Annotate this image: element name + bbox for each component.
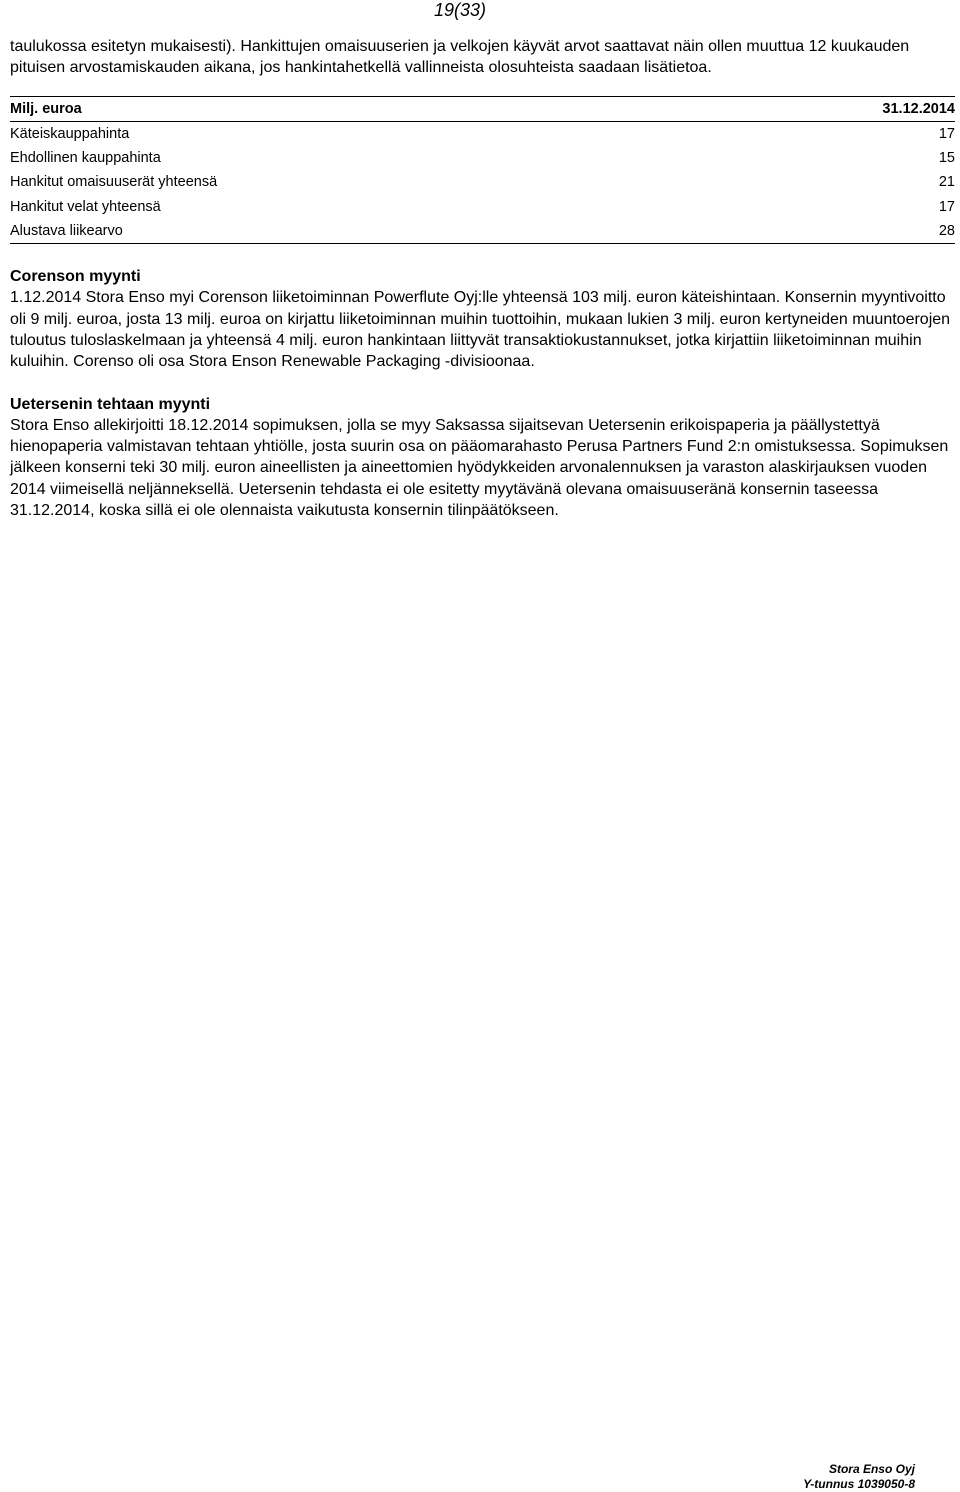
document-body (10, 36, 955, 521)
footer (803, 1462, 915, 1492)
row-value: 28 (938, 222, 955, 239)
table-row (10, 219, 955, 243)
row-label: Käteiskauppahinta (10, 126, 130, 143)
row-value: 21 (938, 174, 955, 191)
row-value: 17 (938, 126, 955, 143)
section-title: Uetersenin tehtaan myynti (10, 395, 211, 413)
table-row (10, 122, 955, 146)
section-body: Stora Enso allekirjoitti 18.12.2014 sopimuksen, jolla se myy Saksassa sijaitsevan Uetersenin erikoispaperia ja päällystettyä hienopaperia valmistavan tehtaan yhtiölle, josta suurin osa on pääomarahasto Perusa Partners Fund 2:n omistuksessa. Sopimuksen jälkeen konserni teki 30 milj. euron aineellisten ja aineettomien hyödykkeiden arvonalennuksen ja varaston alaskirjauksen vuoden 2014 viimeisellä neljänneksellä. Uetersenin tehdasta ei ole esitetty myytävänä olevana omaisuuseränä konsernin taseessa 31.12.2014, koska sillä ei ole olennaista vaikutusta konsernin tilinpäätökseen. (10, 416, 949, 519)
row-label: Ehdollinen kauppahinta (10, 150, 161, 167)
table-row (10, 195, 955, 219)
table-header-date: 31.12.2014 (882, 100, 955, 117)
intro-paragraph: taulukossa esitetyn mukaisesti). Hankittujen omaisuuserien ja velkojen käyvät arvot saattavat näin ollen muuttua 12 kuukauden pituisen arvostamiskauden aikana, jos hankintahetkellä vallinneista olosuhteista saadaan lisätietoa. (10, 38, 910, 77)
section-body: 1.12.2014 Stora Enso myi Corenson liiketoiminnan Powerflute Oyj:lle yhteensä 103 milj. euron käteishintaan. Konsernin myyntivoitto oli 9 milj. euroa, josta 13 milj. euroa on kirjattu liiketoiminnan muihin tuottoihin, mukaan lukien 3 milj. euron kertyneiden muuntoerojen tuloutus tuloslaskelmaan ja yhteensä 4 milj. euron hankintaan liittyvät transaktiokustannukset, jotka kirjattiin liiketoiminnan muihin kuluihin. Corenso oli osa Stora Enson Renewable Packaging -divisioonaa. (10, 289, 951, 371)
row-label: Alustava liikearvo (10, 222, 123, 239)
section-corenso-sale (10, 266, 955, 372)
section-uetersen-sale (10, 394, 955, 522)
footer-business-id: Y-tunnus 1039050-8 (803, 1477, 915, 1491)
table-row (10, 146, 955, 170)
footer-company: Stora Enso Oyj (828, 1462, 915, 1476)
table-header-row (10, 97, 955, 123)
table-row (10, 170, 955, 194)
acquisition-table (10, 96, 955, 244)
row-value: 15 (938, 150, 955, 167)
page-number: 19(33) (434, 0, 487, 20)
table-header-label: Milj. euroa (10, 100, 82, 117)
row-label: Hankitut velat yhteensä (10, 198, 161, 215)
row-value: 17 (938, 198, 955, 215)
section-title: Corenson myynti (10, 268, 141, 286)
row-label: Hankitut omaisuuserät yhteensä (10, 174, 218, 191)
